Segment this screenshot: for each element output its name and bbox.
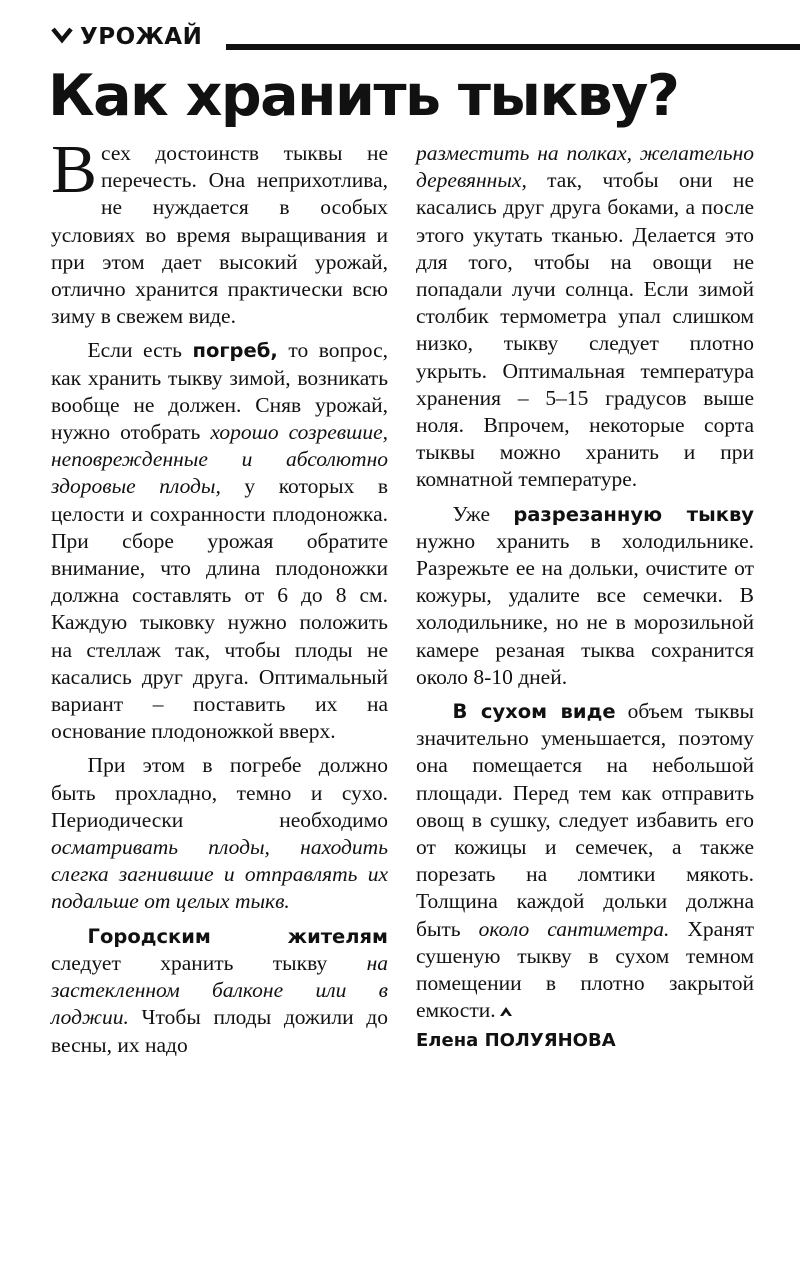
chevron-down-icon [50,25,74,45]
text-run: При этом в погребе должно быть прохладно, темно и сухо. Периодически необходимо [51,753,388,832]
rubric-header [50,22,762,52]
text-run: то вопрос, как хранить тыкву зимой, возникать вообще не должен. Сняв урожай, нужно отобрать [51,338,388,445]
bold-keyword: Городским жителям [87,924,388,948]
author-last-name: ПОЛУЯНОВА [484,1029,616,1051]
left-column [51,131,388,1059]
text-run: у которых в целости и сохранности плодоножка. При сборе урожая обратите внимание, что длина плодоножки должна составлять от 6 до 8 см. Каждую тыковку нужно положить на стеллаж так, чтобы плоды не касались друг друга. Оптимальный вариант – поставить их на основание плодоножкой вверх. [51,474,388,744]
text-run: объем тыквы значительно уменьшается, поэтому она помещается на небольшой площади. Перед тем как отправить овощ в сушку, следует избавить его от кожицы и семечек, а также порезать на ломтики мякоть. Толщина каждой дольки должна быть [416,699,754,941]
paragraph-conditions [51,752,388,915]
text-run: Хранят сушеную тыкву в сухом темном помещении в плотно закрытой емкости. [416,916,754,1023]
rubric-label: УРОЖАЙ [80,24,203,50]
text-run: следует хранить тыкву [51,950,367,975]
paragraph-text: сех достоинств тыквы не перечесть. Она неприхотлива, не нуждается в особых условиях во время выращивания и при этом дает высокий урожай, отлично хранится практически всю зиму в свежем виде. [51,141,388,329]
text-run: так, чтобы они не касались друг друга боками, а после этого укутать тканью. Делается это для того, чтобы на овощи не попадали лучи солнца. Если зимой столбик термометра упал слишком низко, тыкву следует плотно укрыть. Оптимальная температура хранения – 5–15 градусов выше ноля. Впрочем, некоторые сорта тыквы можно хранить и при комнатной температуре. [416,168,754,492]
italic-run: хорошо созревшие, неповрежденные и абсолютно здоровые плоды, [51,420,388,499]
italic-run: на застекленном балконе или в лоджии. [51,950,388,1030]
text-run: нужно хранить в холодильнике. Разрежьте ее на дольки, очистите от кожуры, удалите все семечки. В холодильнике, но не в морозильной камере резаная тыква сохранится около 8-10 дней. [416,528,754,689]
article-headline: Как хранить тыкву? [48,63,679,129]
paragraph-city-continued [416,140,754,494]
italic-run: разместить на полках, желательно деревянных, [416,141,754,193]
text-run: Чтобы плоды дожили до весны, их надо [51,1005,388,1057]
drop-cap: В [51,131,98,207]
bold-keyword: погреб, [192,339,278,363]
bold-keyword: В сухом виде [452,700,616,724]
paragraph-cut [416,501,754,691]
italic-run: около сантиметра. [478,916,670,941]
paragraph-dried [416,698,754,1024]
author-byline [416,1027,754,1055]
rubric-divider [226,44,800,50]
paragraph-cellar [51,337,388,745]
italic-run: осматривать плоды, находить слегка загнившие и отправлять их подальше от целых тыкв. [51,835,388,914]
text-run: Если есть [87,338,193,363]
author-first-name: Елена [416,1029,479,1051]
paragraph-city [51,923,388,1059]
text-run: Уже [452,501,514,526]
end-mark-icon [500,1007,512,1017]
right-column [416,140,754,1055]
paragraph-intro [51,131,388,330]
bold-keyword: разрезанную тыкву [513,502,754,526]
